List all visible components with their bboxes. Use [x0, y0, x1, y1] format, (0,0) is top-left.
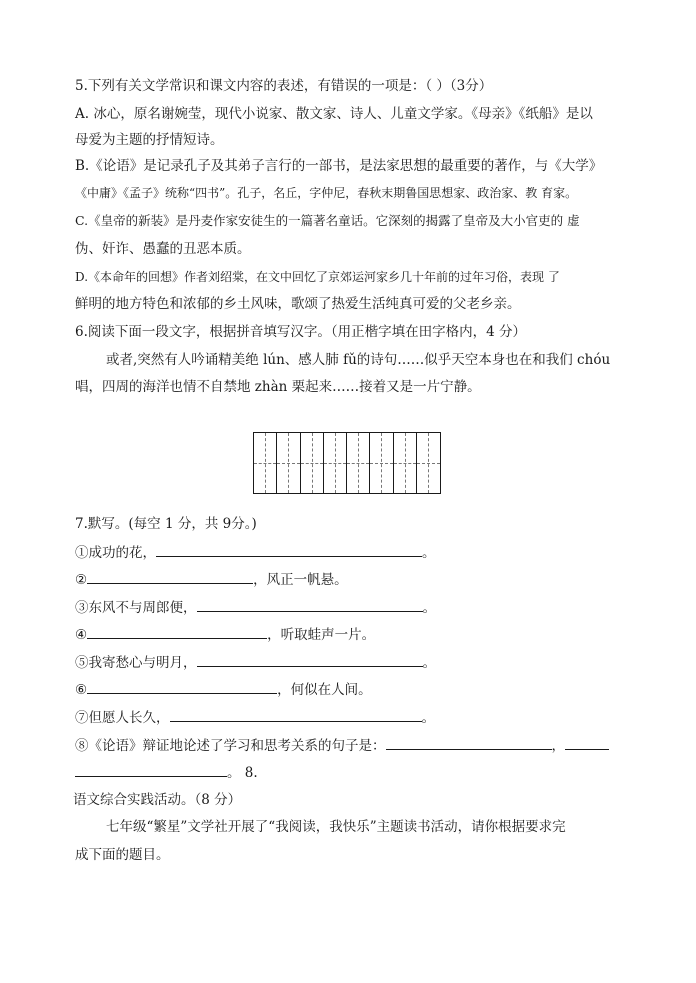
q7-item-4	[75, 624, 375, 645]
q7-item-2	[75, 569, 348, 590]
q5-option-d-cont: 鲜明的地方特色和浓郁的乡土风味，歌颂了热爱生活纯真可爱的父老乡亲。	[75, 296, 521, 312]
tianzige-grid[interactable]	[253, 432, 441, 494]
answer-blank[interactable]	[197, 652, 423, 667]
grid-cell[interactable]	[277, 433, 300, 493]
q7-item-5	[75, 652, 436, 673]
q8-stem: 语文综合实践活动。（8 分）	[73, 792, 242, 808]
q7-item-2-end: ，风正一帆悬。	[253, 572, 348, 588]
q5-option-a-cont: 母爱为主题的抒情短诗。	[75, 132, 224, 148]
q7-item-5-text: ⑤我寄愁心与明月，	[75, 655, 197, 671]
q7-item-8-cont	[75, 762, 258, 783]
q7-stem: 7.默写。(每空 1 分，共 9分。)	[75, 516, 257, 532]
grid-cell[interactable]	[254, 433, 277, 493]
answer-blank[interactable]	[87, 679, 277, 694]
q8-passage: 七年级“繁星”文学社开展了“我阅读，我快乐”主题读书活动，请你根据要求完	[106, 819, 566, 835]
q7-item-7-text: ⑦但愿人长久，	[75, 710, 170, 726]
q7-item-8-end: 。 8.	[227, 765, 258, 781]
q7-item-7-end: 。	[421, 710, 435, 726]
answer-blank[interactable]	[170, 707, 422, 722]
q7-item-1-text: ①成功的花，	[75, 545, 156, 561]
q7-item-1-end: 。	[422, 545, 436, 561]
q5-stem: 5.下列有关文学常识和课文内容的表述，有错误的一项是：（ ）（3分）	[75, 78, 493, 94]
answer-blank[interactable]	[87, 624, 267, 639]
q5-option-c: C.《皇帝的新装》是丹麦作家安徒生的一篇著名童话。它深刻的揭露了皇帝及大小官吏的 虚	[75, 213, 580, 228]
answer-blank[interactable]	[87, 569, 253, 584]
q7-item-3-end: 。	[422, 600, 436, 616]
grid-cell[interactable]	[417, 433, 440, 493]
grid-cell[interactable]	[394, 433, 417, 493]
grid-cell[interactable]	[324, 433, 347, 493]
q5-option-b: B.《论语》是记录孔子及其弟子言行的一部书，是法家思想的最重要的著作，与《大学》	[75, 158, 603, 174]
q7-item-1	[75, 542, 436, 563]
q7-item-8-text: ⑧《论语》辩证地论述了学习和思考关系的句子是：	[75, 738, 386, 754]
answer-blank[interactable]	[75, 762, 227, 777]
answer-blank[interactable]	[197, 597, 423, 612]
q5-option-b-cont: 《中庸》《孟子》统称“四书”。孔子，名丘，字仲尼，春秋末期鲁国思想家、政治家、教 育家。	[75, 186, 578, 200]
q8-passage-cont: 成下面的题目。	[75, 847, 170, 863]
q7-item-2-text: ②	[75, 572, 88, 588]
q7-item-8-sep: ，	[551, 738, 565, 754]
q5-option-d: D.《本命年的回想》作者刘绍棠，在文中回忆了京郊运河家乡几十年前的过年习俗，表现 了	[75, 270, 560, 284]
answer-blank[interactable]	[565, 735, 609, 750]
q7-item-8	[75, 735, 609, 756]
grid-cell[interactable]	[301, 433, 324, 493]
grid-cell[interactable]	[347, 433, 370, 493]
grid-cell[interactable]	[370, 433, 393, 493]
q7-item-4-text: ④	[75, 627, 88, 643]
q7-item-3-text: ③东风不与周郎便，	[75, 600, 197, 616]
q6-passage: 或者,突然有人吟诵精美绝 lún、感人肺 fǔ的诗句……似乎天空本身也在和我们 chóu	[106, 352, 611, 368]
q7-item-4-end: ，听取蛙声一片。	[267, 627, 376, 643]
q5-option-c-cont: 伪、奸诈、愚蠢的丑恶本质。	[75, 241, 251, 257]
answer-blank[interactable]	[386, 735, 552, 750]
q7-item-6-text: ⑥	[75, 682, 88, 698]
answer-blank[interactable]	[156, 542, 422, 557]
q6-stem: 6.阅读下面一段文字，根据拼音填写汉字。（用正楷字填在田字格内，4 分）	[75, 324, 527, 340]
q7-item-3	[75, 597, 436, 618]
q7-item-7	[75, 707, 435, 728]
q7-item-6-end: ，何似在人间。	[277, 682, 372, 698]
q7-item-6	[75, 679, 372, 700]
q6-passage-cont: 唱，四周的海洋也情不自禁地 zhàn 栗起来……接着又是一片宁静。	[75, 379, 481, 395]
q5-option-a: A. 冰心，原名谢婉莹，现代小说家、散文家、诗人、儿童文学家。《母亲》《纸船》是以	[75, 106, 593, 122]
q7-item-5-end: 。	[422, 655, 436, 671]
